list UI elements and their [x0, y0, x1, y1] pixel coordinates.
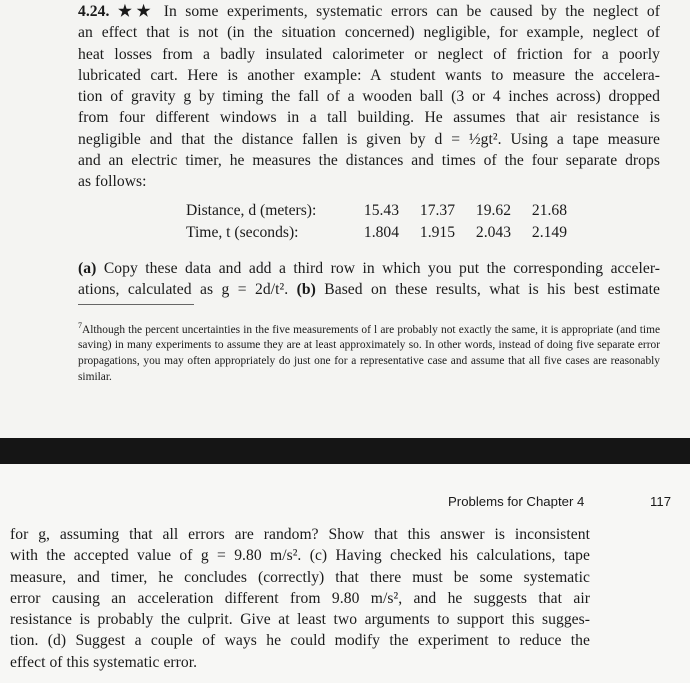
distance-value: 21.68	[531, 202, 567, 219]
problem-line-9: as follows:	[78, 173, 147, 191]
part-a-text	[78, 258, 660, 301]
page-gap	[0, 438, 690, 464]
distance-value: 15.43	[363, 202, 399, 219]
distance-value: 19.62	[475, 202, 511, 219]
time-label: Time, t (seconds):	[186, 224, 299, 241]
part-b-text: Based on these results, what is his best estimate	[324, 281, 660, 299]
continuation-line-2: with the accepted value of g = 9.80 m/s². (c) Having checked his calculations, tape	[10, 547, 590, 565]
problem-text-1: In some experiments, systematic errors can be caused by the neglect of	[163, 3, 661, 20]
distance-row	[186, 202, 570, 220]
problem-line-1	[78, 1, 660, 22]
problem-line-2: an effect that is not (in the situation concerned) negligible, for example, neglect of	[78, 24, 660, 42]
running-header: Problems for Chapter 4	[448, 494, 585, 509]
problem-line-8: and an electric timer, he measures the distances and times of the four separate drops	[78, 152, 660, 170]
part-b-label: (b)	[296, 281, 316, 299]
footnote-text: Although the percent uncertainties in the five measurements of l are probably not exactly the same, it is appropriate (and time saving) in many experiments to assume they are at least approximately so. In other words, instead of doing five separate error propagations, you may often appropriately do just one for a representative case and assume that all five cases are reasonably similar.	[78, 323, 660, 383]
problem-number: 4.24.	[78, 3, 110, 20]
problem-line-7: negligible and that the distance fallen is given by d = ½gt². Using a tape measure	[78, 130, 660, 148]
continuation-line-3: measure, and timer, he concludes (correctly) that there must be some systematic	[10, 568, 590, 586]
time-row	[186, 224, 570, 242]
continuation-line-4: error causing an acceleration different from 9.80 m/s², and he suggests that air	[10, 589, 590, 607]
time-value: 1.804	[363, 224, 399, 241]
part-a-line-2	[78, 279, 660, 300]
distance-value: 17.37	[419, 202, 455, 219]
problem-line-4: lubricated cart. Here is another example: A student wants to measure the accelera-	[78, 66, 660, 84]
continuation-line-7: effect of this systematic error.	[10, 653, 198, 671]
problem-line-5: tion of gravity g by timing the fall of a wooden ball (3 or 4 inches across) dropped	[78, 88, 660, 106]
continuation-line-5: resistance is probably the culprit. Give at least two arguments to support this sugges-	[10, 611, 590, 629]
problem-line-3: heat losses from a badly insulated calorimeter or neglect of friction for a poorly	[78, 45, 660, 63]
page-number: 117	[650, 494, 672, 509]
part-a-text-1: Copy these data and add a third row in which you put the corresponding acceler-	[103, 260, 661, 277]
time-value: 1.915	[419, 224, 455, 241]
continuation-line-6: tion. (d) Suggest a couple of ways he could modify the experiment to reduce the	[10, 632, 590, 650]
problem-statement	[78, 1, 660, 193]
footnote-divider	[78, 304, 194, 305]
difficulty-stars: ★★	[117, 3, 156, 20]
problem-continuation	[10, 524, 590, 673]
part-a-text-2: ations, calculated as g = 2d/t².	[78, 281, 289, 299]
part-a-line-1	[78, 258, 660, 279]
continuation-line-1: for g, assuming that all errors are random? Show that this answer is inconsistent	[10, 526, 590, 543]
time-value: 2.149	[531, 224, 567, 241]
problem-line-6: from four different windows in a tall building. He assumes that air resistance is	[78, 109, 660, 127]
part-a-label: (a)	[78, 260, 97, 277]
footnote-marker: 7	[78, 321, 82, 330]
distance-label: Distance, d (meters):	[186, 202, 317, 219]
time-value: 2.043	[475, 224, 511, 241]
footnote	[78, 318, 660, 385]
